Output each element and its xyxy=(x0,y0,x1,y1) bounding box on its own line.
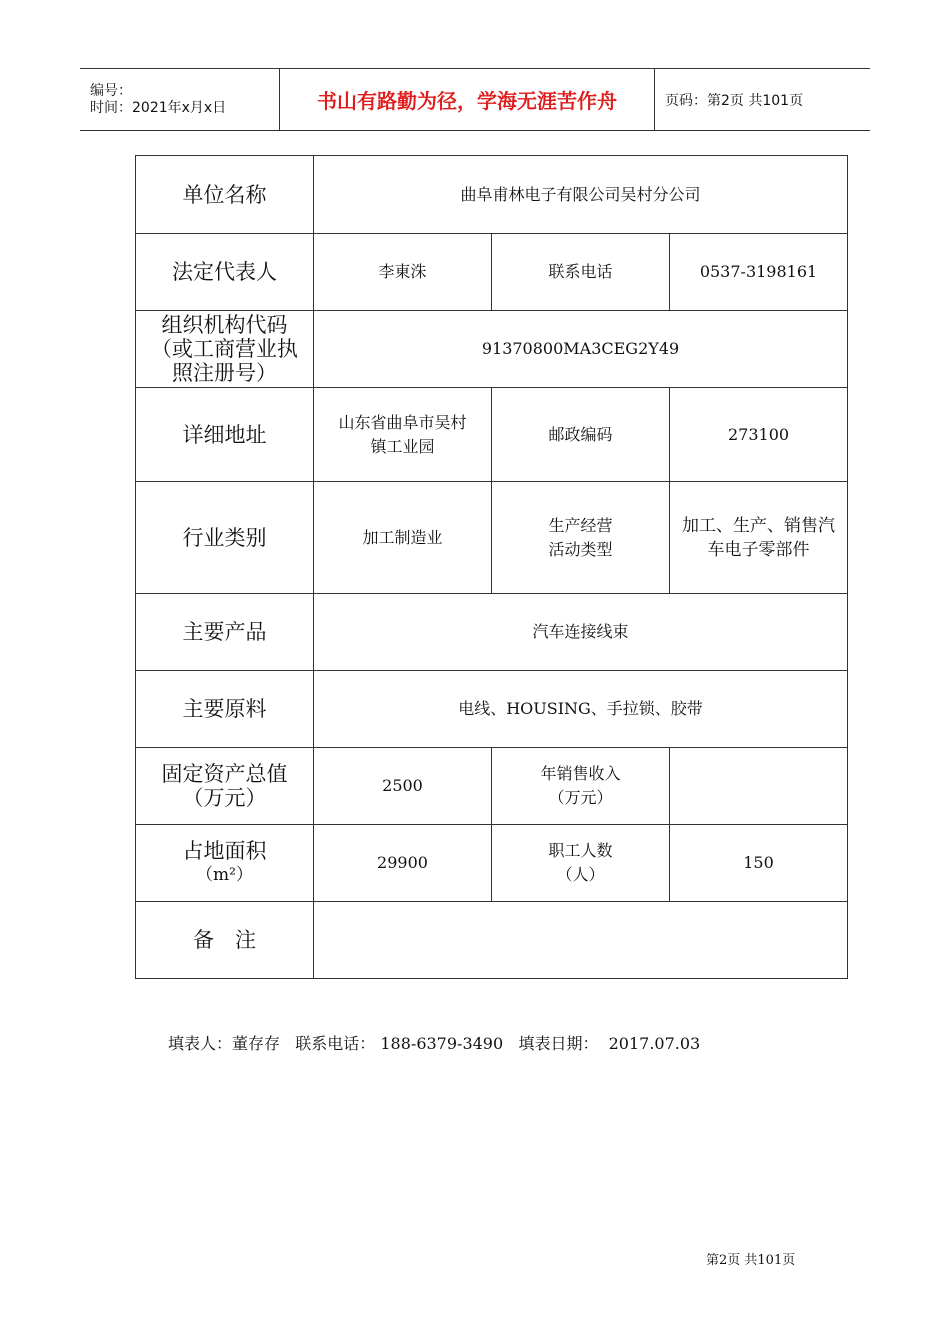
registration-table xyxy=(135,155,848,979)
address-value-line2: 镇工业园 xyxy=(370,436,435,456)
table-row xyxy=(136,902,848,979)
remark-value xyxy=(314,902,848,979)
phone-value: 0537-3198161 xyxy=(670,234,848,311)
org-code-label xyxy=(136,311,314,388)
table-row xyxy=(136,482,848,594)
table-row xyxy=(136,671,848,748)
header-page-info: 页码：第2页 共101页 xyxy=(665,92,804,109)
time-label: 时间：2021年x月x日 xyxy=(90,99,227,116)
address-value-line1: 山东省曲阜市吴村 xyxy=(338,412,467,432)
table-row xyxy=(136,825,848,902)
industry-label: 行业类别 xyxy=(136,482,314,594)
revenue-value xyxy=(670,748,848,825)
legal-rep-value: 李東洙 xyxy=(314,234,492,311)
code-label: 编号： xyxy=(90,82,132,99)
header-motto: 书山有路勤为径，学海无涯苦作舟 xyxy=(280,69,655,130)
material-value: 电线、HOUSING、手拉锁、胶带 xyxy=(314,671,848,748)
table-row xyxy=(136,388,848,482)
unit-name-value: 曲阜甫林电子有限公司吴村分公司 xyxy=(314,156,848,234)
staff-label-line1: 职工人数 xyxy=(548,841,613,860)
postcode-label: 邮政编码 xyxy=(492,388,670,482)
org-code-label-line3: 照注册号） xyxy=(172,361,277,385)
area-value: 29900 xyxy=(314,825,492,902)
activity-value xyxy=(670,482,848,594)
activity-label-line2: 活动类型 xyxy=(548,539,613,559)
table-row xyxy=(136,311,848,388)
remark-label: 备 注 xyxy=(136,902,314,979)
table-row xyxy=(136,156,848,234)
assets-label-line1: 固定资产总值 xyxy=(161,762,288,786)
table-row xyxy=(136,748,848,825)
document-header xyxy=(80,68,870,131)
area-label-line2: （m²） xyxy=(196,865,253,885)
table-row xyxy=(136,234,848,311)
address-value xyxy=(314,388,492,482)
filler-info xyxy=(168,1031,700,1054)
area-label xyxy=(136,825,314,902)
legal-rep-label: 法定代表人 xyxy=(136,234,314,311)
org-code-value: 91370800MA3CEG2Y49 xyxy=(314,311,848,388)
revenue-label-line1: 年销售收入 xyxy=(540,764,621,783)
assets-value: 2500 xyxy=(314,748,492,825)
product-label: 主要产品 xyxy=(136,594,314,671)
filler-name: 填表人：董存存 xyxy=(168,1034,281,1053)
staff-label xyxy=(492,825,670,902)
activity-value-line2: 车电子零部件 xyxy=(707,539,810,560)
table-row xyxy=(136,594,848,671)
area-label-line1: 占地面积 xyxy=(182,839,267,863)
assets-label-line2: （万元） xyxy=(182,786,267,810)
revenue-label-line2: （万元） xyxy=(548,788,613,807)
address-label: 详细地址 xyxy=(136,388,314,482)
postcode-value: 273100 xyxy=(670,388,848,482)
filler-date: 填表日期： 2017.07.03 xyxy=(518,1034,701,1053)
industry-value: 加工制造业 xyxy=(314,482,492,594)
revenue-label xyxy=(492,748,670,825)
staff-label-line2: （人） xyxy=(556,865,605,884)
filler-contact: 联系电话： 188-6379-3490 xyxy=(295,1034,504,1053)
header-meta xyxy=(80,69,280,130)
unit-name-label: 单位名称 xyxy=(136,156,314,234)
activity-value-line1: 加工、生产、销售汽 xyxy=(682,515,835,536)
activity-label-line1: 生产经营 xyxy=(548,515,613,535)
assets-label xyxy=(136,748,314,825)
activity-label xyxy=(492,482,670,594)
page-number-footer: 第2页 共101页 xyxy=(706,1253,796,1268)
product-value: 汽车连接线束 xyxy=(314,594,848,671)
material-label: 主要原料 xyxy=(136,671,314,748)
phone-label: 联系电话 xyxy=(492,234,670,311)
org-code-label-line1: 组织机构代码 xyxy=(161,313,288,337)
staff-value: 150 xyxy=(670,825,848,902)
org-code-label-line2: （或工商营业执 xyxy=(151,337,298,361)
